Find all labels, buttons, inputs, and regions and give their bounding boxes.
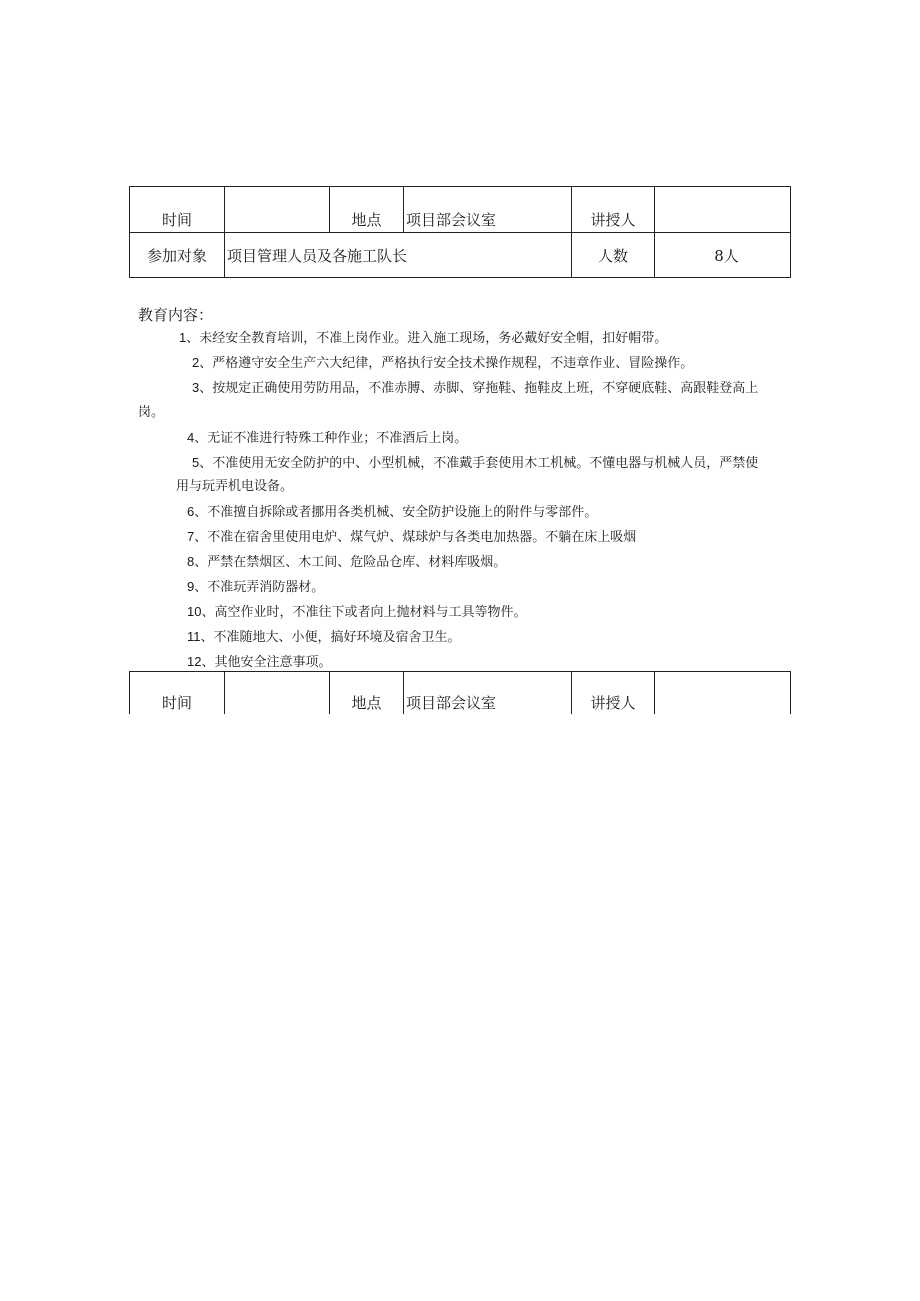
list-item: 9、不准玩弄消防器材。: [187, 579, 325, 595]
count-value: 8人: [655, 233, 791, 278]
list-item: 5、不准使用无安全防护的中、小型机械，不准戴手套使用木工机械。不懂电器与机械人员，严禁使: [192, 455, 759, 471]
list-item: 1、未经安全教育培训，不准上岗作业。进入施工现场，务必戴好安全帽，扣好帽带。: [179, 330, 668, 346]
list-item-continuation: 岗。: [138, 405, 165, 420]
list-item-continuation: 用与玩弄机电设备。: [176, 479, 294, 494]
list-item: 12、其他安全注意事项。: [187, 654, 332, 670]
lecturer-label: 讲授人: [572, 187, 655, 233]
content-heading: 教育内容：: [138, 306, 214, 324]
lecturer-value: [655, 187, 791, 233]
list-item: 2、严格遵守安全生产六大纪律，严格执行安全技术操作规程，不违章作业、冒险操作。: [192, 355, 694, 371]
table-row: [130, 672, 791, 715]
location-label: 地点: [330, 187, 404, 233]
location-value: 项目部会议室: [404, 672, 572, 715]
table-row: [130, 187, 791, 233]
time-label: 时间: [130, 187, 225, 233]
list-item: 6、不准擅自拆除或者挪用各类机械、安全防护设施上的附件与零部件。: [187, 504, 598, 520]
time-label: 时间: [130, 672, 225, 715]
lecturer-label: 讲授人: [572, 672, 655, 715]
location-label: 地点: [330, 672, 404, 715]
list-item: 7、不准在宿舍里使用电炉、煤气炉、煤球炉与各类电加热器。不躺在床上吸烟: [187, 529, 637, 545]
list-item: 10、高空作业时，不准往下或者向上抛材料与工具等物件。: [187, 604, 527, 620]
location-value: 项目部会议室: [404, 187, 572, 233]
participants-value: 项目管理人员及各施工队长: [225, 233, 572, 278]
list-item: 8、严禁在禁烟区、木工间、危险品仓库、材料库吸烟。: [187, 554, 507, 570]
table-row: [130, 233, 791, 278]
list-item: 3、按规定正确使用劳防用品，不准赤膊、赤脚、穿拖鞋、拖鞋皮上班，不穿硬底鞋、高跟鞋登高上: [192, 380, 759, 396]
lecturer-value: [655, 672, 791, 715]
participants-label: 参加对象: [130, 233, 225, 278]
training-info-table: [129, 186, 791, 278]
time-value: [225, 187, 330, 233]
list-item: 11、不准随地大、小便，搞好环境及宿舍卫生。: [187, 629, 461, 645]
training-info-table-continued: [129, 671, 793, 714]
time-value: [225, 672, 330, 715]
training-info-table-2: [129, 671, 791, 714]
list-item: 4、无证不准进行特殊工种作业；不准酒后上岗。: [187, 430, 468, 446]
count-label: 人数: [572, 233, 655, 278]
